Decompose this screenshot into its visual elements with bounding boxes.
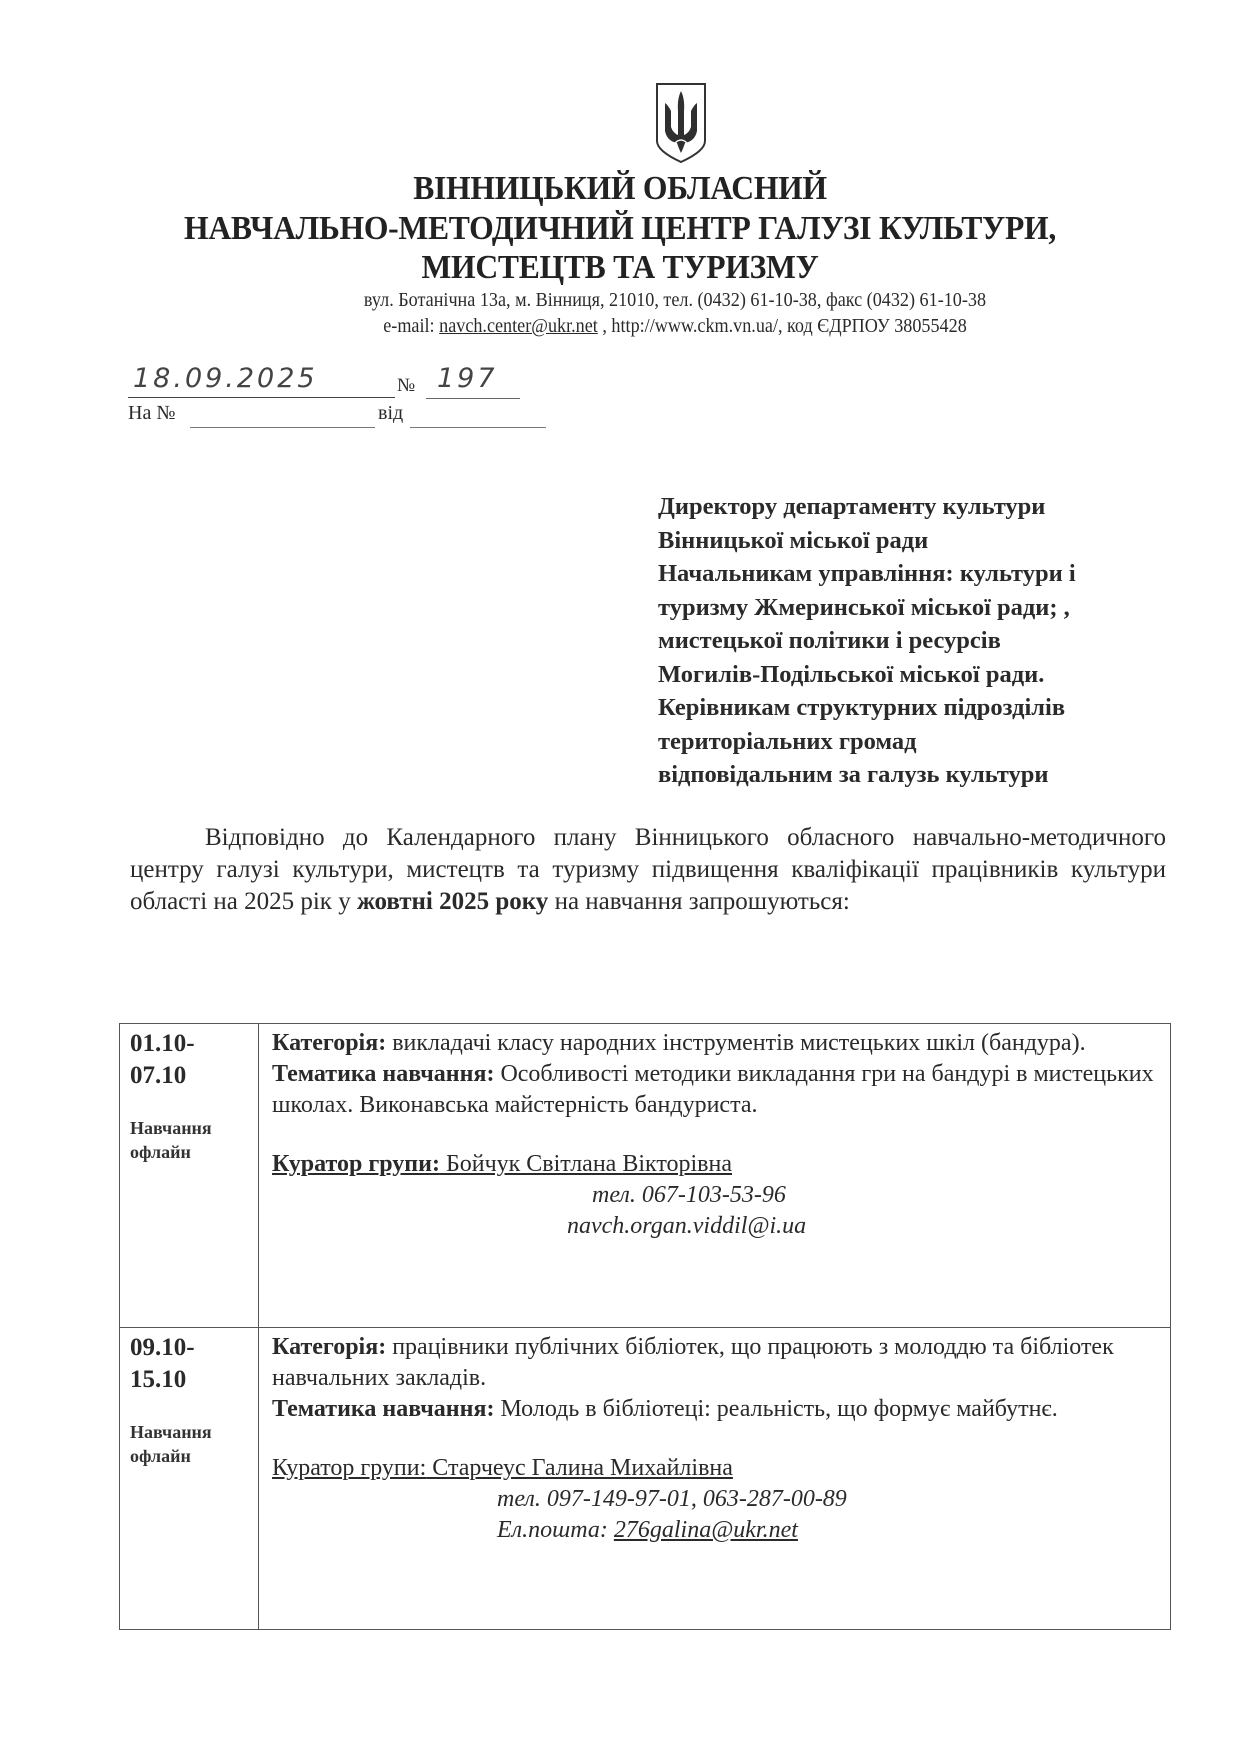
addressee-line: територіальних громад [658,727,917,755]
date-underline [128,397,395,398]
org-address: вул. Ботанічна 13а, м. Вінниця, 21010, тел. (0432) 61-10-38, факс (0432) 61-10-38 [363,290,987,311]
reference-number-label: На № [128,402,176,424]
category [272,1332,1156,1394]
curator-phone: тел. 067-103-53-96 [592,1182,786,1208]
topic-label: Тематика навчання: [272,1061,495,1087]
addressee-line: Директору департаменту культури [658,493,1046,520]
org-site-and-code: , http://www.ckm.vn.ua/, код ЄДРПОУ 38055428 [597,316,967,337]
body-text-end: на навчання запрошуються: [548,888,850,915]
category-label: Категорія: [272,1334,387,1360]
training-mode-line-2: офлайн [130,1446,191,1466]
training-mode [130,1116,258,1164]
ukraine-trident-emblem-icon [655,83,707,163]
date-cell [120,1024,259,1328]
addressee-line: Могилів-Подільської міської ради. [658,660,1045,688]
category-value: працівники публічних бібліотек, що працюють з молоддю та бібліотек навчальних закладів. [272,1334,1114,1391]
reference-date-blank [410,427,546,428]
topic-value: Молодь в бібліотеці: реальність, що формує майбутнє. [494,1396,1058,1422]
number-underline [426,398,520,399]
table-row [120,1024,1171,1328]
outgoing-date: 18.09.2025 [133,363,318,394]
training-mode-line-2: офлайн [130,1142,191,1162]
addressee-line: Вінницької міської ради [658,526,929,554]
addressee-block [658,490,1178,792]
category [272,1028,1156,1059]
reference-date-label: від [378,402,404,424]
org-email-link[interactable]: navch.center@ukr.net [439,316,598,337]
curator-label: Куратор групи: [272,1151,440,1177]
curator-email-label: Ел.пошта: [497,1517,614,1543]
date-to: 15.10 [130,1366,187,1393]
topic [272,1394,1156,1425]
addressee-line: туризму Жмеринської міської ради; , [658,593,1070,621]
curator-name: Бойчук Світлана Вікторівна [439,1151,733,1177]
curator-name: Старчеус Галина Михайлівна [426,1455,733,1481]
date-to: 07.10 [130,1062,187,1089]
curator-email[interactable]: 276galina@ukr.net [613,1517,798,1543]
curator-email-line [272,1515,1156,1546]
training-schedule-table [119,1023,1171,1630]
body-paragraph [130,822,1166,918]
details-cell [259,1024,1171,1328]
org-name-line-3: МИСТЕЦТВ ТА ТУРИЗМУ [421,249,819,286]
curator [272,1453,1156,1484]
outgoing-number: 197 [437,363,498,394]
addressee-line: Начальникам управління: культури і [658,560,1076,587]
topic-label: Тематика навчання: [272,1396,495,1422]
addressee-line: Керівникам структурних підрозділів [658,694,1066,721]
curator-email[interactable]: navch.organ.viddil@i.ua [567,1213,807,1239]
date-cell [120,1328,259,1630]
body-text-bold: жовтні 2025 року [356,888,549,915]
topic [272,1059,1156,1121]
training-mode-line-1: Навчання [130,1118,212,1138]
addressee-line: відповідальним за галузь культури [658,761,1049,788]
org-contacts [98,315,1240,339]
table-row [120,1328,1171,1630]
training-mode [130,1420,258,1468]
reference-number-blank [190,427,375,428]
outgoing-number-label: № [397,375,416,396]
category-label: Категорія: [272,1030,387,1056]
addressee-line: мистецької політики і ресурсів [658,627,1001,654]
org-name-line-2: НАВЧАЛЬНО-МЕТОДИЧНИЙ ЦЕНТР ГАЛУЗІ КУЛЬТУРИ, [184,210,1056,247]
body-text-start: Відповідно до Календарного плану Вінницького обласного навчально-методичного центру галузі культури, мистецтв та туризму підвищення кваліфікації працівників культури області на 2025 рік у [130,824,1166,915]
curator-label: Куратор групи: [272,1455,427,1481]
curator [272,1149,1156,1180]
curator-phone: тел. 097-149-97-01, 063-287-00-89 [497,1486,847,1512]
category-value: викладачі класу народних інструментів мистецьких шкіл (бандура). [386,1030,1086,1056]
topic-value: Особливості методики викладання гри на бандурі в мистецьких школах. Виконавська майстерність бандуриста. [272,1061,1154,1118]
email-label: e-mail: [383,316,440,337]
org-name-line-1: ВІННИЦЬКИЙ ОБЛАСНИЙ [413,170,827,207]
training-mode-line-1: Навчання [130,1422,212,1442]
date-from: 09.10- [130,1334,195,1361]
details-cell [259,1328,1171,1630]
date-from: 01.10- [130,1030,195,1057]
